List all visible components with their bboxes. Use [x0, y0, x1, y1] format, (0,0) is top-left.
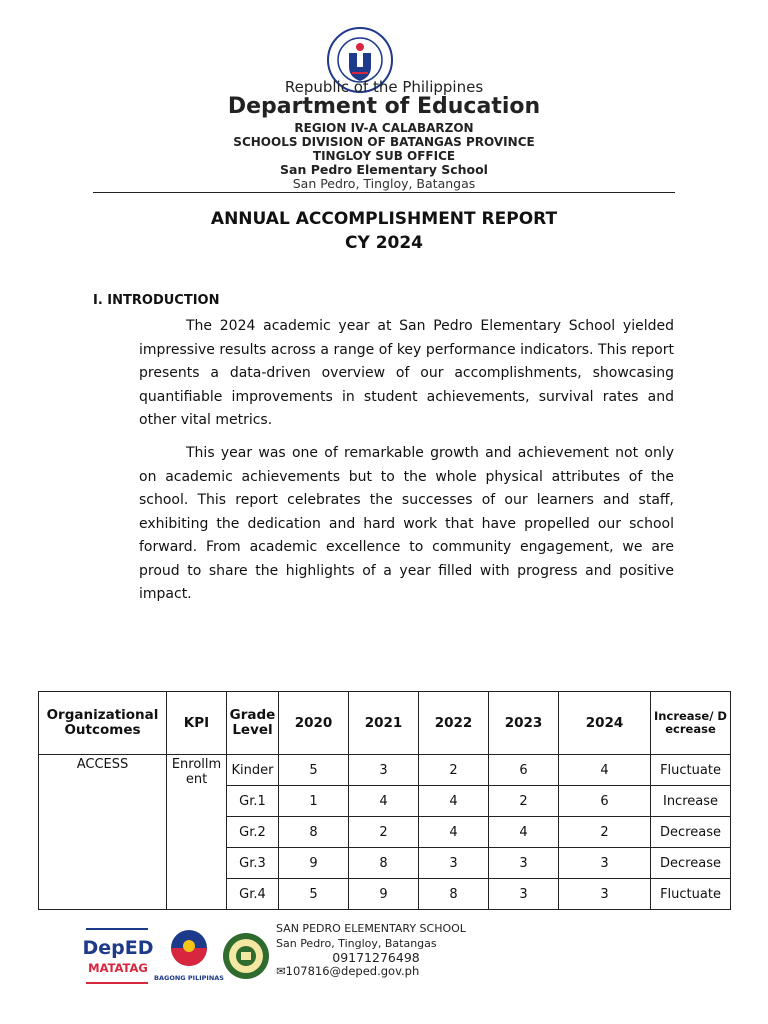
school-address: San Pedro, Tingloy, Batangas [292, 176, 476, 191]
value-cell: 5 [279, 879, 349, 910]
footer-school-name: SAN PEDRO ELEMENTARY SCHOOL [276, 922, 466, 935]
section-heading-introduction: I. INTRODUCTION [93, 293, 220, 308]
svg-text:MATATAG: MATATAG [88, 961, 148, 975]
republic-line: Republic of the Philippines [284, 78, 484, 96]
header-2023: 2023 [489, 692, 559, 755]
trend-cell: Fluctuate [651, 755, 731, 786]
value-cell: 4 [349, 786, 419, 817]
header-2024: 2024 [559, 692, 651, 755]
header-2020: 2020 [279, 692, 349, 755]
value-cell: 6 [559, 786, 651, 817]
division-line: SCHOOLS DIVISION OF BATANGAS PROVINCE [233, 135, 535, 149]
svg-text:DepED: DepED [82, 937, 154, 959]
table-header-row [39, 692, 731, 755]
intro-paragraph-1: The 2024 academic year at San Pedro Elementary School yielded impressive results across a range of key performance indicators. This report presents a data-driven overview of our accomplishments, showcasing quantifiable improvements in student achievements, survival rates and other vital metrics. [139, 318, 674, 428]
value-cell: 2 [419, 755, 489, 786]
value-cell: 3 [419, 848, 489, 879]
sub-office-line: TINGLOY SUB OFFICE [312, 149, 456, 163]
report-title: ANNUAL ACCOMPLISHMENT REPORT [210, 209, 558, 229]
value-cell: 8 [419, 879, 489, 910]
value-cell: 1 [279, 786, 349, 817]
value-cell: 2 [559, 817, 651, 848]
value-cell: 8 [279, 817, 349, 848]
kpi-table [38, 691, 731, 910]
value-cell: 4 [489, 817, 559, 848]
value-cell: 6 [489, 755, 559, 786]
report-subtitle: CY 2024 [344, 233, 424, 253]
grade-cell: Kinder [227, 755, 279, 786]
footer-email-text: 107816@deped.gov.ph [285, 964, 420, 978]
trend-cell: Decrease [651, 817, 731, 848]
header-grade-level: Grade Level [227, 692, 279, 755]
value-cell: 5 [279, 755, 349, 786]
value-cell: 4 [559, 755, 651, 786]
trend-cell: Increase [651, 786, 731, 817]
header-2022: 2022 [419, 692, 489, 755]
header-outcomes: Organizational Outcomes [39, 692, 167, 755]
header-kpi: KPI [167, 692, 227, 755]
footer-email [276, 964, 419, 978]
trend-cell: Fluctuate [651, 879, 731, 910]
kpi-cell: Enrollment [167, 755, 227, 910]
value-cell: 9 [349, 879, 419, 910]
footer-address: San Pedro, Tingloy, Batangas [276, 937, 437, 950]
value-cell: 4 [419, 817, 489, 848]
intro-paragraph-2: This year was one of remarkable growth and achievement not only on academic achievements but to the whole physical attributes of the school. This report celebrates the successes of our learners and staff, exhibiting the dedication and hard work that have propelled our school forward. From academic excellence to community engagement, we are proud to share the highlights of a year filled with progress and positive impact. [139, 445, 674, 602]
footer-phone: 09171276498 [332, 950, 420, 965]
grade-cell: Gr.4 [227, 879, 279, 910]
value-cell: 3 [349, 755, 419, 786]
grade-cell: Gr.3 [227, 848, 279, 879]
value-cell: 2 [349, 817, 419, 848]
value-cell: 8 [349, 848, 419, 879]
school-name: San Pedro Elementary School [280, 162, 488, 177]
grade-cell: Gr.2 [227, 817, 279, 848]
region-line: REGION IV-A CALABARZON [294, 121, 474, 135]
outcome-cell: ACCESS [39, 755, 167, 910]
grade-cell: Gr.1 [227, 786, 279, 817]
header-divider [93, 192, 675, 193]
department-name: Department of Education [227, 94, 541, 119]
value-cell: 3 [559, 848, 651, 879]
value-cell: 4 [419, 786, 489, 817]
header-2021: 2021 [349, 692, 419, 755]
value-cell: 3 [559, 879, 651, 910]
value-cell: 9 [279, 848, 349, 879]
value-cell: 3 [489, 879, 559, 910]
table-row [39, 755, 731, 786]
value-cell: 2 [489, 786, 559, 817]
header-trend: Increase/ Decrease [651, 692, 731, 755]
email-icon: ✉ [276, 964, 286, 978]
svg-text:BAGONG PILIPINAS: BAGONG PILIPINAS [154, 974, 224, 982]
value-cell: 3 [489, 848, 559, 879]
trend-cell: Decrease [651, 848, 731, 879]
